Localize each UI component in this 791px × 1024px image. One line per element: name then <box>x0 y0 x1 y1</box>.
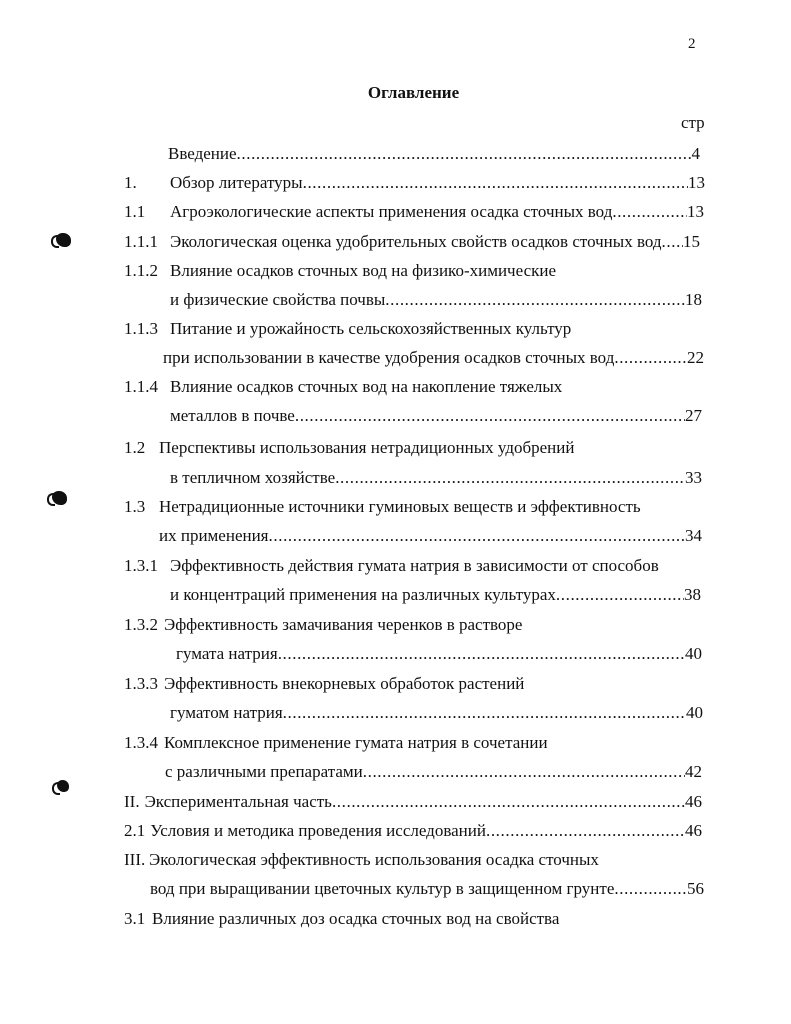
toc-entry-1-3-2-cont <box>176 643 702 665</box>
toc-entry-text: Агроэкологические аспекты применения осадка сточных вод <box>170 202 613 221</box>
toc-entry-page: 46 <box>685 821 702 840</box>
toc-entry-text-cont: с различными препаратами <box>165 762 363 781</box>
toc-entry-1-3-4 <box>124 732 704 754</box>
toc-entry-page: 4 <box>691 144 700 163</box>
toc-entry-number: 1.1.4 <box>124 377 158 396</box>
toc-entry-number: 1.1.3 <box>124 319 158 338</box>
toc-entry-page: 42 <box>685 762 702 781</box>
toc-entry-text-cont: гумата натрия <box>176 644 278 663</box>
toc-entry-1 <box>124 172 705 194</box>
toc-entry-page: 46 <box>685 792 702 811</box>
toc-entry-1-1-4-cont <box>170 405 702 427</box>
toc-entry-text: Введение <box>168 144 237 163</box>
toc-leader <box>237 143 692 165</box>
toc-entry-text-cont: при использовании в качестве удобрения осадков сточных вод <box>163 348 615 367</box>
toc-leader <box>614 878 687 900</box>
toc-leader <box>614 347 687 369</box>
toc-leader <box>486 820 685 842</box>
toc-entry-number: 1.1.1 <box>124 232 158 251</box>
toc-entry-1-1-2 <box>124 260 704 282</box>
toc-entry-text-cont: металлов в почве <box>170 406 295 425</box>
toc-entry-text: Комплексное применение гумата натрия в сочетании <box>164 733 548 752</box>
toc-entry-text: Влияние осадков сточных вод на физико-химические <box>170 261 557 280</box>
toc-entry-1-3 <box>124 496 704 518</box>
toc-entry-number: 3.1 <box>124 909 146 928</box>
toc-entry-text: Обзор литературы <box>170 173 303 192</box>
toc-leader <box>335 467 685 489</box>
toc-entry-II <box>124 791 702 813</box>
toc-entry-1-1 <box>124 201 704 223</box>
toc-entry-1-3-3-cont <box>170 702 703 724</box>
toc-leader <box>385 289 685 311</box>
toc-entry-text: Эффективность замачивания черенков в растворе <box>164 615 523 634</box>
toc-entry-number: 1.3.3 <box>124 674 158 693</box>
toc-entry-1-1-2-cont <box>170 289 702 311</box>
margin-mark-3 <box>57 780 69 792</box>
toc-leader <box>295 405 685 427</box>
toc-entry-number: 2.1 <box>124 821 146 840</box>
page-number: 2 <box>688 36 696 52</box>
toc-entry-text-cont: вод при выращивании цветочных культур в защищенном грунте <box>150 879 615 898</box>
toc-entry-text-cont: и физические свойства почвы <box>170 290 386 309</box>
toc-entry-1-3-3 <box>124 673 704 695</box>
toc-entry-page: 33 <box>685 468 702 487</box>
margin-mark-2 <box>52 491 67 505</box>
toc-entry-number: 1. <box>124 173 137 192</box>
toc-entry-III <box>124 849 704 871</box>
toc-entry-page: 40 <box>685 644 702 663</box>
toc-entry-text-cont: их применения <box>159 526 269 545</box>
toc-entry-page: 13 <box>688 173 705 192</box>
toc-leader <box>303 172 688 194</box>
toc-entry-1-3-cont <box>159 525 702 547</box>
toc-entry-number: 1.3.2 <box>124 615 158 634</box>
toc-entry-number: III. <box>124 850 146 869</box>
toc-entry-III-cont <box>150 878 704 900</box>
toc-leader <box>269 525 685 547</box>
toc-entry-1-3-2 <box>124 614 704 636</box>
toc-leader <box>363 761 685 783</box>
toc-leader <box>556 584 684 606</box>
toc-entry-1-1-1 <box>124 231 700 253</box>
toc-entry-page: 56 <box>687 879 704 898</box>
toc-entry-text: Экспериментальная часть <box>144 792 332 811</box>
toc-entry-text: Питание и урожайность сельскохозяйственных культур <box>170 319 572 338</box>
toc-entry-2-1 <box>124 820 702 842</box>
toc-leader <box>332 791 685 813</box>
toc-entry-1-1-3-cont <box>163 347 704 369</box>
toc-entry-intro <box>168 143 700 165</box>
toc-entry-text: Влияние осадков сточных вод на накопление тяжелых <box>170 377 563 396</box>
toc-entry-text-cont: в тепличном хозяйстве <box>170 468 336 487</box>
toc-entry-page: 27 <box>685 406 702 425</box>
toc-leader <box>278 643 685 665</box>
toc-entry-text: Экологическая эффективность использования осадка сточных <box>149 850 599 869</box>
toc-entry-number: 1.1.2 <box>124 261 158 280</box>
toc-entry-page: 18 <box>685 290 702 309</box>
toc-entry-text: Экологическая оценка удобрительных свойств осадков сточных вод <box>170 232 662 251</box>
toc-entry-page: 22 <box>687 348 704 367</box>
toc-entry-number: II. <box>124 792 140 811</box>
toc-entry-number: 1.2 <box>124 438 146 457</box>
toc-entry-1-3-4-cont <box>165 761 702 783</box>
toc-entry-number: 1.1 <box>124 202 146 221</box>
toc-entry-text-cont: и концентраций применения на различных культурах <box>170 585 556 604</box>
page-column-label: стр <box>681 113 705 132</box>
toc-entry-number: 1.3.4 <box>124 733 158 752</box>
toc-leader <box>283 702 686 724</box>
toc-entry-text: Перспективы использования нетрадиционных удобрений <box>159 438 575 457</box>
toc-entry-page: 40 <box>686 703 703 722</box>
toc-entry-1-2-cont <box>170 467 702 489</box>
toc-entry-text: Эффективность действия гумата натрия в зависимости от способов <box>170 556 659 575</box>
toc-entry-number: 1.3.1 <box>124 556 158 575</box>
toc-entry-1-3-1 <box>124 555 704 577</box>
toc-entry-text: Эффективность внекорневых обработок растений <box>164 674 525 693</box>
toc-title: Оглавление <box>367 83 460 102</box>
toc-entry-text: Нетрадиционные источники гуминовых веществ и эффективность <box>159 497 641 516</box>
toc-entry-text: Условия и методика проведения исследований <box>150 821 486 840</box>
toc-entry-number: 1.3 <box>124 497 146 516</box>
toc-entry-text: Влияние различных доз осадка сточных вод на свойства <box>152 909 560 928</box>
toc-entry-page: 15 <box>683 232 700 251</box>
toc-leader <box>612 201 687 223</box>
toc-entry-3-1 <box>124 908 704 930</box>
toc-entry-page: 34 <box>685 526 702 545</box>
toc-entry-1-1-4 <box>124 376 704 398</box>
toc-entry-text-cont: гуматом натрия <box>170 703 283 722</box>
toc-leader <box>662 231 683 253</box>
toc-entry-1-1-3 <box>124 318 704 340</box>
margin-mark-1 <box>56 233 71 247</box>
toc-entry-page: 38 <box>684 585 701 604</box>
toc-entry-page: 13 <box>687 202 704 221</box>
toc-entry-1-2 <box>124 437 704 459</box>
toc-entry-1-3-1-cont <box>170 584 701 606</box>
